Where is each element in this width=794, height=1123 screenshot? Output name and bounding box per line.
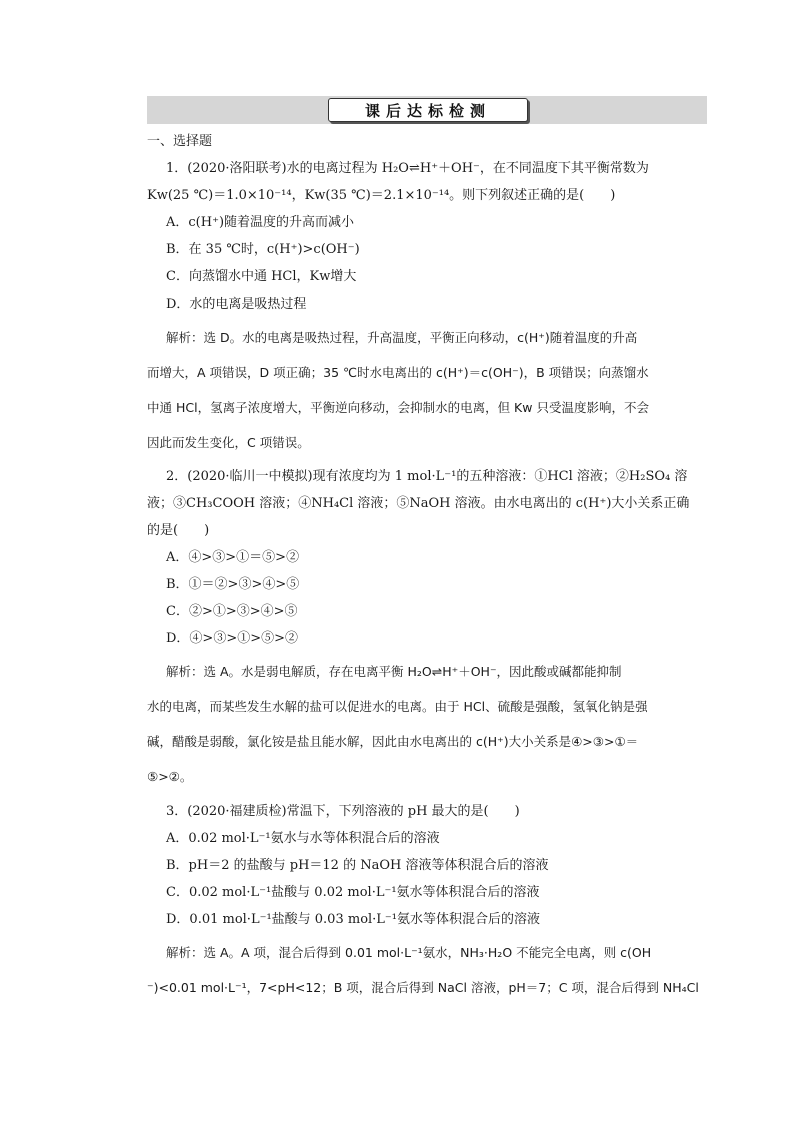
q1-analysis-line-4: 因此而发生变化，C 项错误。 bbox=[147, 435, 310, 450]
q3-option-b: B．pH＝2 的盐酸与 pH＝12 的 NaOH 溶液等体积混合后的溶液 bbox=[166, 858, 549, 873]
q2-option-b: B．①＝②>③>④>⑤ bbox=[166, 577, 300, 592]
q3-option-c: C．0.02 mol·L⁻¹盐酸与 0.02 mol·L⁻¹氨水等体积混合后的溶液 bbox=[166, 885, 540, 900]
q3-analysis-line-2: ⁻)<0.01 mol·L⁻¹，7<pH<12；B 项，混合后得到 NaCl 溶液，pH＝7；C 项，混合后得到 NH₄Cl bbox=[147, 980, 699, 995]
section-banner bbox=[147, 96, 707, 124]
q2-option-a: A．④>③>①＝⑤>② bbox=[166, 550, 300, 565]
q2-stem-line-1: 2．(2020·临川一中模拟)现有浓度均为 1 mol·L⁻¹的五种溶液：①HCl 溶液；②H₂SO₄ 溶 bbox=[166, 469, 688, 484]
section-heading: 一、选择题 bbox=[147, 134, 213, 149]
q3-analysis-line-1: 解析：选 A。A 项，混合后得到 0.01 mol·L⁻¹氨水，NH₃·H₂O 不能完全电离，则 c(OH bbox=[166, 945, 652, 960]
q1-stem-line-1: 1．(2020·洛阳联考)水的电离过程为 H₂O⇌H⁺＋OH⁻，在不同温度下其平衡常数为 bbox=[166, 161, 649, 176]
q2-stem-line-3: 的是( ) bbox=[147, 523, 210, 538]
q2-analysis-line-3: 碱，醋酸是弱酸，氯化铵是盐且能水解，因此由水电离出的 c(H⁺)大小关系是④>③>①＝ bbox=[147, 734, 639, 749]
q2-stem-line-2: 液；③CH₃COOH 溶液；④NH₄Cl 溶液；⑤NaOH 溶液。由水电离出的 c(H⁺)大小关系正确 bbox=[147, 496, 690, 511]
q1-analysis-line-1: 解析：选 D。水的电离是吸热过程，升高温度，平衡正向移动，c(H⁺)随着温度的升高 bbox=[166, 330, 638, 345]
q1-option-d: D．水的电离是吸热过程 bbox=[166, 297, 307, 312]
q1-option-a: A．c(H⁺)随着温度的升高而减小 bbox=[166, 215, 355, 230]
q3-option-a: A．0.02 mol·L⁻¹氨水与水等体积混合后的溶液 bbox=[166, 831, 440, 846]
q2-option-c: C．②>①>③>④>⑤ bbox=[166, 604, 298, 619]
q3-option-d: D．0.01 mol·L⁻¹盐酸与 0.03 mol·L⁻¹氨水等体积混合后的溶液 bbox=[166, 912, 541, 927]
q1-option-b: B．在 35 ℃时，c(H⁺)>c(OH⁻) bbox=[166, 242, 360, 257]
q3-stem-line-1: 3．(2020·福建质检)常温下，下列溶液的 pH 最大的是( ) bbox=[166, 804, 520, 819]
q1-stem-line-2: Kw(25 ℃)＝1.0×10⁻¹⁴，Kw(35 ℃)＝2.1×10⁻¹⁴。则下列叙述正确的是( ) bbox=[147, 188, 616, 203]
q1-analysis-line-3: 中通 HCl，氢离子浓度增大，平衡逆向移动，会抑制水的电离，但 Kw 只受温度影响，不会 bbox=[147, 400, 649, 415]
q1-analysis-line-2: 而增大，A 项错误，D 项正确；35 ℃时水电离出的 c(H⁺)＝c(OH⁻)，B 项错误；向蒸馏水 bbox=[147, 365, 649, 380]
q1-option-c: C．向蒸馏水中通 HCl，Kw增大 bbox=[166, 269, 357, 284]
q2-analysis-line-2: 水的电离，而某些发生水解的盐可以促进水的电离。由于 HCl、硫酸是强酸，氢氧化钠是强 bbox=[147, 699, 648, 714]
banner-title: 课后达标检测 bbox=[328, 98, 528, 122]
q2-option-d: D．④>③>①>⑤>② bbox=[166, 631, 298, 646]
q2-analysis-line-4: ⑤>②。 bbox=[147, 769, 193, 784]
q2-analysis-line-1: 解析：选 A。水是弱电解质，存在电离平衡 H₂O⇌H⁺＋OH⁻，因此酸或碱都能抑制 bbox=[166, 664, 622, 679]
